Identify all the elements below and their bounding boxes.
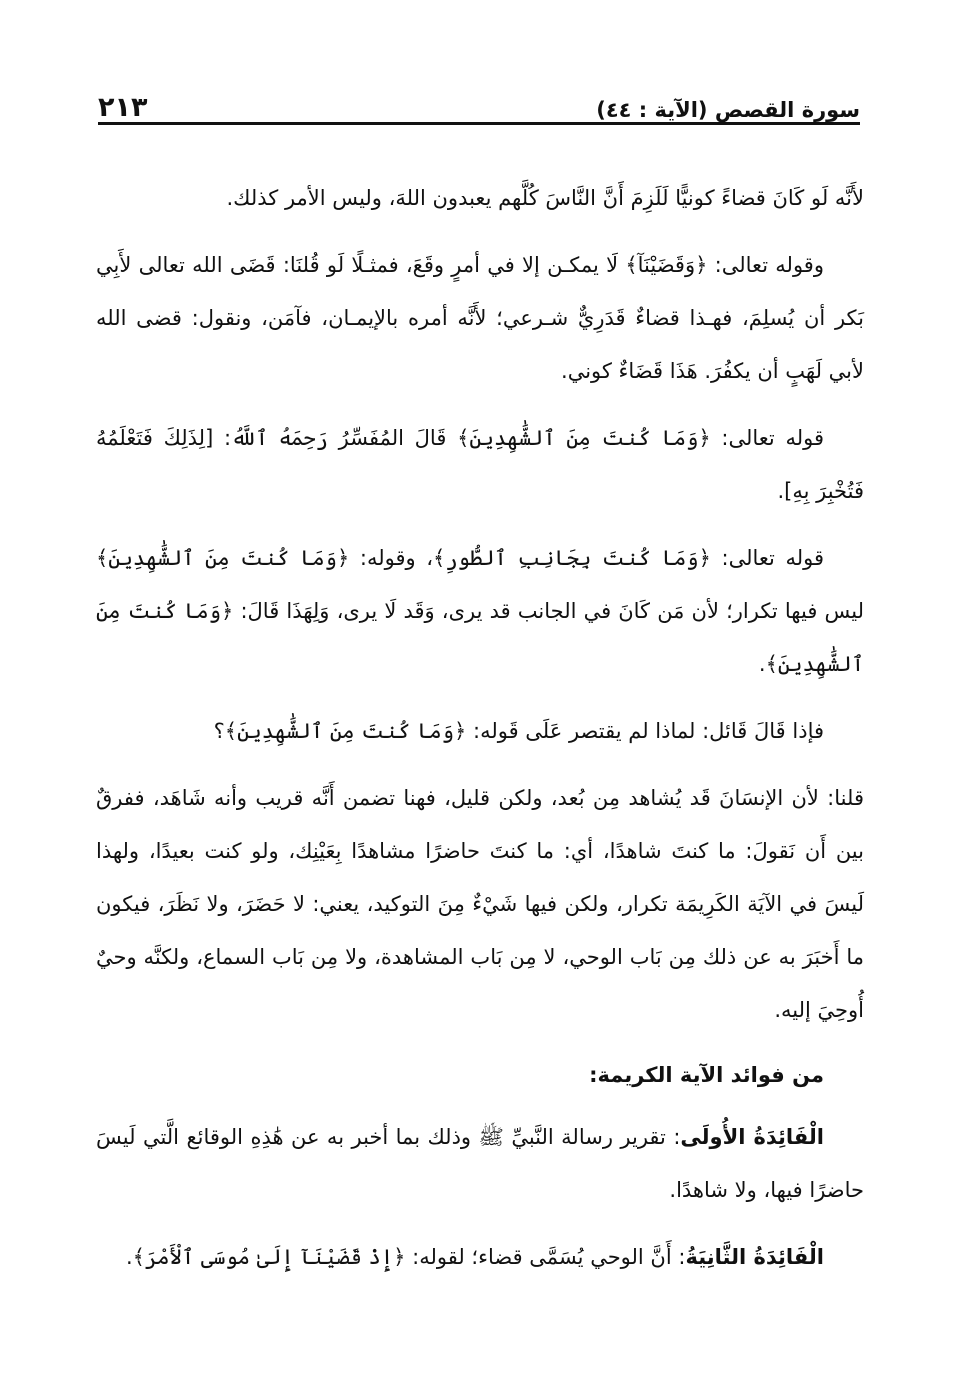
honorific-phrase: رَحِمَهُ ٱللَّهُ bbox=[231, 426, 328, 450]
benefit-1-text: : تقرير رسالة النَّبيِّ ﷺ وذلك بما أخبر به عن هَٰذِهِ الوقائع الَّتي لَيسَ حاضرًا فيها، ولا شاهدًا. bbox=[96, 1125, 864, 1202]
paragraph-4 bbox=[96, 532, 864, 691]
quran-quote: ﴿وَمَا كُنتَ مِنَ ٱلشَّٰهِدِينَ﴾ bbox=[96, 599, 864, 676]
paragraph-6-text: قلنا: لأن الإنسَانَ قَد يُشاهد مِن بُعد، ولكن قليل، فهنا تضمن أَنَّه قريب وأنه شَاهَد، ففرقٌ بين أَن نَقولَ: ما كنتَ شاهدًا، أي: ما كنتَ حاضرًا مشاهدًا بِعَيْنِك، ولو كنت بعيدًا، ولهذا لَيسَ في الآيَة الكَرِيمَة تكرار، ولكن فيها شَيْءٌ مِنَ التوكيد، يعني: لا حَضَرَ، ولا نَظَرَ، فيكون ما أَخبَرَ به عن ذلك مِن بَاب الوحي، لا مِن بَاب المشاهدة، ولا مِن بَاب السماع، ولكنَّه وحيٌ أُوحِيَ إليه. bbox=[96, 786, 864, 1022]
section-heading: من فوائد الآية الكريمة: bbox=[589, 1063, 824, 1087]
benefit-2-end: . bbox=[125, 1245, 133, 1269]
paragraph-5-end: ؟ bbox=[213, 719, 225, 743]
quran-quote: ﴿وَمَا كُنتَ مِنَ ٱلشَّٰهِدِينَ﴾ bbox=[224, 719, 467, 743]
page-body bbox=[96, 172, 864, 1298]
benefit-1-label: الْفَائِدَةُ الأُولَى bbox=[680, 1125, 824, 1149]
paragraph-3 bbox=[96, 412, 864, 518]
paragraph-3-rest: : [لِذَلِكَ فَتَعْلَمُهُ فَتُخْبِرَ بِهِ]. bbox=[96, 426, 864, 503]
paragraph-6 bbox=[96, 772, 864, 1037]
quran-quote: ﴿إِذْ قَضَيْنَآ إِلَىٰ مُوسَى ٱلْأَمْرَ﴾ bbox=[132, 1245, 406, 1269]
header-divider bbox=[98, 122, 860, 125]
quran-quote: ﴿وَمَا كُنتَ مِنَ ٱلشَّٰهِدِينَ﴾ bbox=[457, 426, 711, 450]
benefit-2 bbox=[96, 1231, 864, 1284]
quran-quote: ﴿وَمَا كُنتَ مِنَ ٱلشَّٰهِدِينَ﴾ bbox=[96, 546, 350, 570]
quran-quote: ﴿وَمَا كُنتَ بِجَانِبِ ٱلطُّورِ﴾ bbox=[433, 546, 711, 570]
benefit-1 bbox=[96, 1111, 864, 1217]
paragraph-2-lead: وقوله تعالى: bbox=[707, 253, 824, 277]
benefit-2-text: : أَنَّ الوحي يُسَمَّى قضاء؛ لقوله: bbox=[405, 1245, 686, 1269]
paragraph-1 bbox=[96, 172, 864, 225]
paragraph-1-text: لأَنَّه لَو كَانَ قضاءً كونيًّا لَلَزِمَ أَنَّ النَّاسَ كُلَّهم يعبدون اللهَ، وليس الأمر كذلك. bbox=[226, 186, 864, 210]
page-number: ٢١٣ bbox=[98, 92, 148, 123]
paragraph-2-rest: لَا يمكـن إلا في أمرٍ وقَعَ، فمثـلًا لَو قُلنَا: قَضَى الله تعالى لأَبِي بَكر أن يُسلِمَ، فهـذا قضاءٌ قَدَرِيٌّ شـرعي؛ لأَنَّه أمره بالإيمـان، فآمَن، ونقول: قضى الله لأبي لَهَبٍ أن يكفُرَ. هَذَا قَضَاءٌ كوني. bbox=[96, 253, 864, 383]
paragraph-2 bbox=[96, 239, 864, 398]
paragraph-4-end: . bbox=[758, 652, 766, 676]
paragraph-3-lead: قوله تعالى: bbox=[710, 426, 825, 450]
paragraph-4-mid-1: ، وقوله: bbox=[349, 546, 434, 570]
paragraph-3-mid: قَالَ المُفَسِّرُ bbox=[327, 426, 458, 450]
paragraph-4-mid-2: ليس فيها تكرار؛ لأن مَن كَانَ في الجانب قد يرى، وَقَد لَا يرى، وَلِهَذَا قَالَ: bbox=[233, 599, 865, 623]
paragraph-5 bbox=[96, 705, 864, 758]
paragraph-4-lead: قوله تعالى: bbox=[710, 546, 824, 570]
paragraph-5-lead: فإذا قَالَ قَائل: لماذا لم يقتصر عَلَى قَوله: bbox=[466, 719, 824, 743]
benefit-2-label: الْفَائِدَةُ الثَّانِيَةُ bbox=[685, 1245, 824, 1269]
running-title: سورة القصص (الآية : ٤٤) bbox=[596, 98, 860, 122]
quran-quote: ﴿وَقَضَيْنَآ﴾ bbox=[625, 253, 708, 277]
